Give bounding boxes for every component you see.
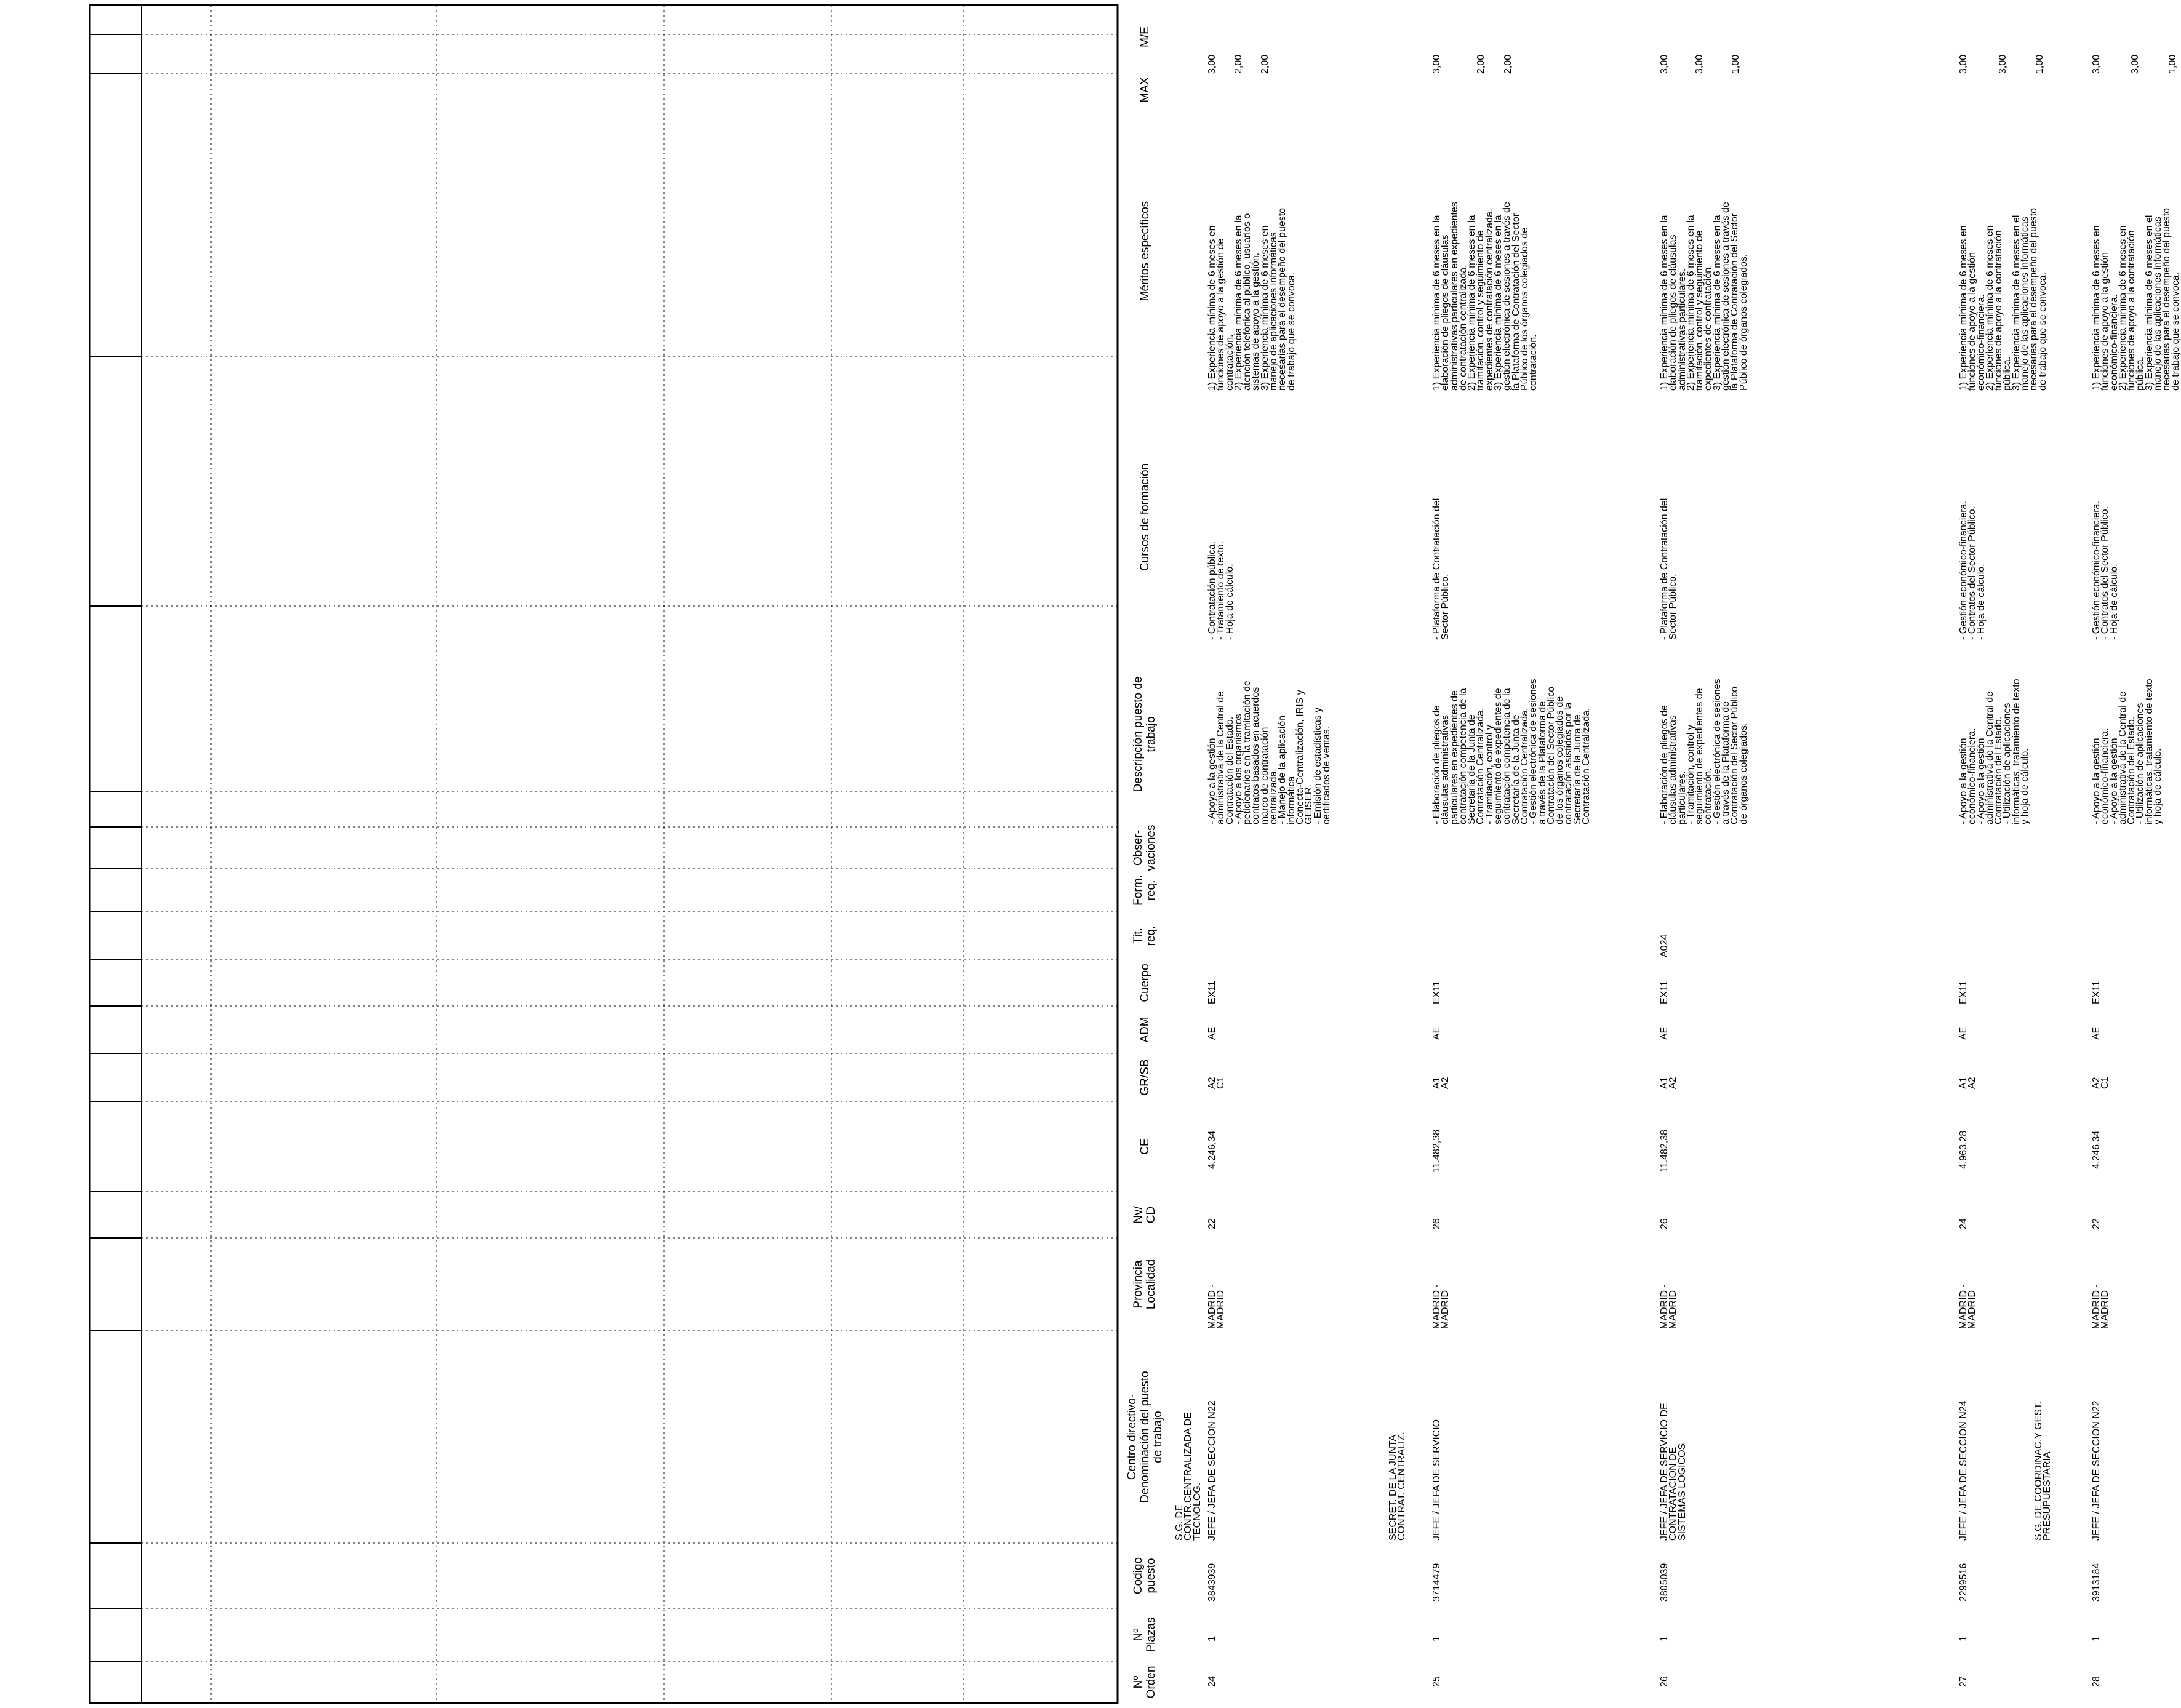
row-26-descripcion: - Elaboración de pliegos de cláusulas administrativas particulares. - Tramitación, control y seguimiento de expedientes de contratación. - Gestión electrónica de sesiones a través de la Plataforma de Contratación del Sector Público de órganos colegiados. xyxy=(1659,679,1749,824)
row-24-codigo: 3843939 xyxy=(1207,1563,1217,1602)
header-nivel: Nv/ CD xyxy=(1132,1206,1158,1224)
row-27-descripcion: - Apoyo a la gestión económico-financiera. - Apoyo a la gestión administrativa de la Central de Contratación del Estado. - Utilización de aplicaciones informáticas, tratamiento de texto y hoja de cálculo. xyxy=(1958,679,2031,824)
row-28-ce: 4.246,34 xyxy=(2091,1130,2102,1169)
group-heading: SECRET. DE LA JUNTA CONTRAT. CENTRALIZ. xyxy=(1388,1432,1407,1541)
row-28-puesto: JEFE / JEFA DE SECCION N22 xyxy=(2091,1400,2102,1541)
row-26-grupo: A1 A2 xyxy=(1659,1077,1679,1089)
row-26-cursos: - Plataforma de Contratación del Sector Público. xyxy=(1659,498,1679,640)
row-25-descripcion: - Elaboración de pliegos de cláusulas administrativas particulares en expedientes de contratación competencia de la Secretaría de la Junta de Contratación Centralizada. - Tramitación, control y seguimiento de expedientes de contratación competencia de la Secretaría de la Junta de Contratación Centralizada. - Gestión electrónica de sesiones a través de la Plataforma de Contratación del Sector Público de los órganos colegiados de contratación asistidos por la Secretaría de la Junta de Contratación Centralizada. xyxy=(1431,679,1592,824)
row-26-nivel: 26 xyxy=(1659,1218,1670,1229)
row-25-max-2: 2,00 xyxy=(1476,54,1486,74)
header-formacion: Form. req. xyxy=(1132,875,1158,906)
header-provincia: Provincia Localidad xyxy=(1132,1259,1158,1310)
row-28-orden: 28 xyxy=(2091,1676,2102,1687)
header-centro: Centro directivo- Denominación del puesto de trabajo xyxy=(1125,1371,1164,1503)
row-28-max-2: 3,00 xyxy=(2130,54,2140,74)
row-28-descripcion: - Apoyo a la gestión económico-financiera. - Apoyo a la gestión administrativa de la Central de Contratación del Estado. - Utilización de aplicaciones informáticas, tratamiento de texto y hoja de cálculo. xyxy=(2091,679,2164,824)
row-28-max-3: 1,00 xyxy=(2167,54,2178,74)
row-25-plazas: 1 xyxy=(1431,1636,1442,1642)
row-27-max-3: 1,00 xyxy=(2035,54,2045,74)
row-24-descripcion: - Apoyo a la gestión administrativa de la Central de Contratación del Estado. - Apoyo a los organismos peticionarios en la tramitación de contratos basados en acuerdos marco de contratación centralizada. - Manejo de la aplicación informática Conecta-Centralización, IRIS y GEISER. - Emisión de estadísticas y certificados de ventas. xyxy=(1207,680,1332,824)
header-meritos: Méritos específicos xyxy=(1138,201,1151,301)
header-ce: CE xyxy=(1138,1138,1151,1155)
row-27-cuerpo: EX11 xyxy=(1958,981,1969,1004)
row-28-nivel: 22 xyxy=(2091,1218,2102,1229)
row-24-provincia: MADRID - MADRID xyxy=(1207,1284,1227,1329)
row-24-cuerpo: EX11 xyxy=(1207,981,1217,1004)
row-26-plazas: 1 xyxy=(1659,1636,1670,1642)
row-28-grupo: A2 C1 xyxy=(2091,1076,2111,1089)
rotated-content xyxy=(1119,4,2181,1703)
row-26-meritos: 1) Experiencia mínima de 6 meses en la elaboración de pliegos de cláusulas administrativas particulares. 2) Experiencia mínima de 6 meses en la tramitación, control y seguimiento de expedientes de contratación. 3) Experiencia mínima de 6 meses en la gestión electrónica de sesiones a través de la Plataforma de Contratación del Sector Público de órganos colegiados. xyxy=(1659,202,1749,391)
row-24-cursos: - Contratación pública. - Tratamiento de texto. - Hoja de cálculo. xyxy=(1207,541,1235,640)
row-24-max-3: 2,00 xyxy=(1260,54,1270,74)
row-27-meritos: 1) Experiencia mínima de 6 meses en funciones de apoyo a la gestión económico-financiera. 2) Experiencia mínima de 6 meses en funciones de apoyo a la contratación pública. 3) Experiencia mínima de 6 meses en el manejo de las aplicaciones informáticas necesarias para el desempeño del puesto de trabajo que se convoca. xyxy=(1958,207,2048,391)
header-plazas: Nº Plazas xyxy=(1132,1617,1158,1653)
header-max: MAX xyxy=(1138,77,1151,103)
row-25-max-3: 2,00 xyxy=(1503,54,1513,74)
row-28-max-1: 3,00 xyxy=(2091,54,2102,74)
row-28-meritos: 1) Experiencia mínima de 6 meses en funciones de apoyo a la gestión económico-financiera. 2) Experiencia mínima de 6 meses en funciones de apoyo a la contratación pública. 3) Experiencia mínima de 6 meses en el manejo de las aplicaciones informáticas necesarias para el desempeño del puesto de trabajo que se convoca. xyxy=(2091,207,2181,391)
header-me: M/E xyxy=(1138,26,1151,47)
row-28-codigo: 3913184 xyxy=(2091,1563,2102,1602)
row-24-grupo: A2 C1 xyxy=(1207,1076,1227,1089)
row-24-adm: AE xyxy=(1207,1026,1217,1040)
row-26-cuerpo: EX11 xyxy=(1659,981,1670,1004)
row-25-provincia: MADRID - MADRID xyxy=(1431,1284,1451,1329)
row-24-ce: 4.246,34 xyxy=(1207,1130,1217,1169)
row-25-cuerpo: EX11 xyxy=(1431,981,1442,1004)
row-25-cursos: - Plataforma de Contratación del Sector Público. xyxy=(1431,498,1451,640)
row-28-plazas: 1 xyxy=(2091,1636,2102,1642)
row-24-orden: 24 xyxy=(1207,1676,1217,1687)
row-28-adm: AE xyxy=(2091,1026,2102,1040)
row-26-orden: 26 xyxy=(1659,1676,1670,1687)
row-27-codigo: 2299516 xyxy=(1958,1563,1969,1602)
row-25-ce: 11.482,38 xyxy=(1431,1130,1442,1173)
group-heading: S.G. DE CONTR.CENTRALIZADA DE TECNOLOG. xyxy=(1174,1412,1203,1541)
header-adm: ADM xyxy=(1138,1016,1151,1043)
header-cursos: Cursos de formación xyxy=(1138,463,1151,572)
row-26-max-1: 3,00 xyxy=(1659,54,1670,74)
row-25-orden: 25 xyxy=(1431,1676,1442,1687)
row-26-ce: 11.482,38 xyxy=(1659,1130,1670,1173)
row-26-max-2: 3,00 xyxy=(1694,54,1705,74)
row-24-puesto: JEFE / JEFA DE SECCION N22 xyxy=(1207,1400,1217,1541)
row-28-cursos: - Gestión económico-financiera. - Contratos del Sector Público. - Hoja de cálculo. xyxy=(2091,501,2119,640)
row-26-provincia: MADRID - MADRID xyxy=(1659,1284,1679,1329)
row-25-max-1: 3,00 xyxy=(1431,54,1442,74)
row-26-titulacion: A024 xyxy=(1659,934,1670,957)
row-28-cuerpo: EX11 xyxy=(2091,981,2102,1004)
row-25-adm: AE xyxy=(1431,1026,1442,1040)
row-25-meritos: 1) Experiencia mínima de 6 meses en la elaboración de pliegos de cláusulas administrativas particulares en expedientes de contratación centralizada. 2) Experiencia mínima de 6 meses en la tramitación, control y seguimiento de expedientes de contratación centralizada. 3) Experiencia mínima de 6 meses en la gestión electrónica de sesiones a través de la Plataforma de Contratación del Sector Público de los órganos colegiados de contratación. xyxy=(1431,202,1539,391)
row-27-puesto: JEFE / JEFA DE SECCION N24 xyxy=(1958,1400,1969,1541)
row-27-ce: 4.963,28 xyxy=(1958,1130,1969,1169)
row-27-max-1: 3,00 xyxy=(1958,54,1969,74)
row-27-max-2: 3,00 xyxy=(1998,54,2008,74)
header-codigo: Codigo puesto xyxy=(1132,1557,1158,1595)
row-27-nivel: 24 xyxy=(1958,1218,1969,1229)
row-25-grupo: A1 A2 xyxy=(1431,1077,1451,1089)
header-titulacion: Tit. req. xyxy=(1132,925,1158,946)
row-26-puesto: JEFE / JEFA DE SERVICIO DE CONTRATACION DE SISTEMAS LOGICOS xyxy=(1659,1403,1687,1541)
header-grupo: GR/SB xyxy=(1138,1059,1151,1096)
row-27-provincia: MADRID - MADRID xyxy=(1958,1284,1978,1329)
row-27-plazas: 1 xyxy=(1958,1636,1969,1642)
row-27-adm: AE xyxy=(1958,1026,1969,1040)
row-27-cursos: - Gestión económico-financiera. - Contratos del Sector Público. - Hoja de cálculo. xyxy=(1958,501,1987,640)
group-heading: S.G. DE COORDINAC.Y GEST. PRESUPUESTARIA xyxy=(2033,1401,2053,1541)
row-24-meritos: 1) Experiencia mínima de 6 meses en funciones de apoyo a la gestión de contratación. 2) Experiencia mínima de 6 meses en la atención telefónica al público, usuarios o sistemas de apoyo a la gestión. 3) Experiencia mínima de 6 meses en manejo de aplicaciones informáticas necesarias para el desempeño del puesto de trabajo que se convoca. xyxy=(1207,207,1297,391)
header-orden: Nº Orden xyxy=(1132,1666,1158,1699)
row-27-orden: 27 xyxy=(1958,1676,1969,1687)
row-24-nivel: 22 xyxy=(1207,1218,1217,1229)
row-26-max-3: 1,00 xyxy=(1731,54,1741,74)
row-24-plazas: 1 xyxy=(1207,1636,1217,1642)
header-descripcion: Descripción puesto de trabajo xyxy=(1132,676,1158,792)
row-26-codigo: 3805039 xyxy=(1659,1563,1670,1602)
row-28-provincia: MADRID - MADRID xyxy=(2091,1284,2111,1329)
row-25-nivel: 26 xyxy=(1431,1218,1442,1229)
row-25-puesto: JEFE / JEFA DE SERVICIO xyxy=(1431,1419,1442,1541)
header-observaciones: Obser- vaciones xyxy=(1132,824,1158,871)
row-24-max-2: 2,00 xyxy=(1233,54,1244,74)
header-cuerpo: Cuerpo xyxy=(1138,964,1151,1002)
row-26-adm: AE xyxy=(1659,1026,1670,1040)
row-24-max-1: 3,00 xyxy=(1207,54,1217,74)
row-27-grupo: A1 A2 xyxy=(1958,1077,1978,1089)
row-25-codigo: 3714479 xyxy=(1431,1563,1442,1602)
